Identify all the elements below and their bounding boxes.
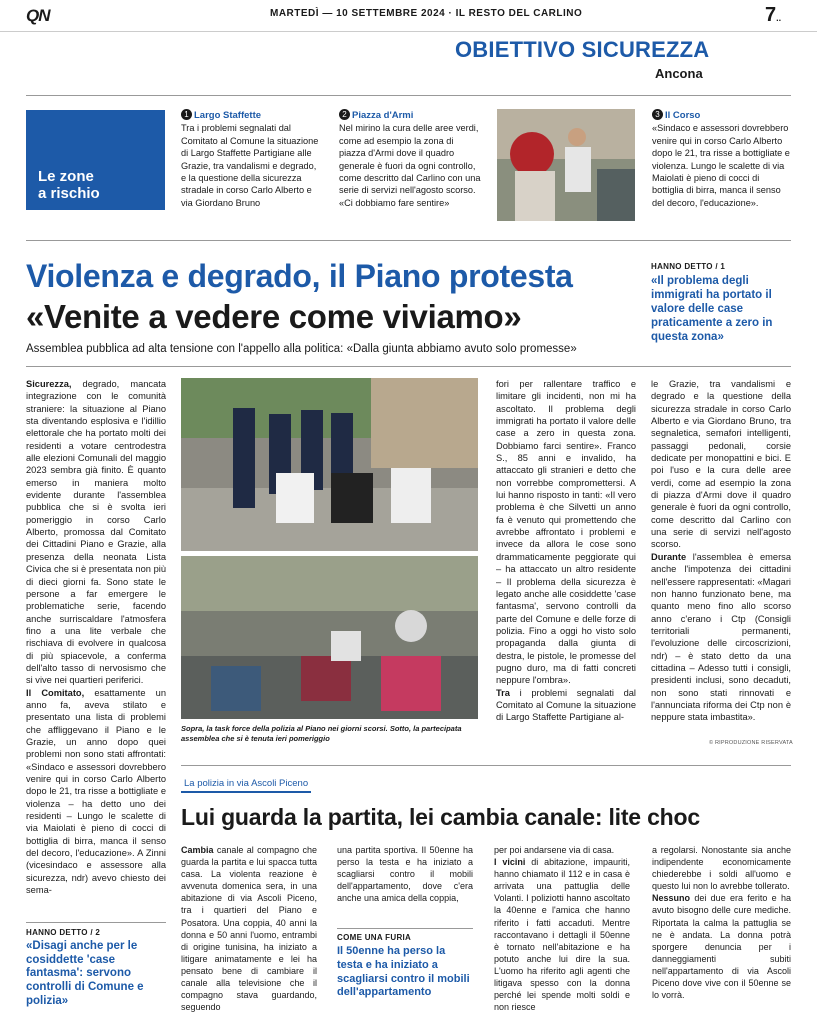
section-title: OBIETTIVO SICUREZZA — [455, 37, 710, 62]
furia-quote: Il 50enne ha perso la testa e ha iniziato a scagliarsi contro il mobili dell'appartamento — [337, 945, 470, 999]
lead-word: Sicurezza, — [26, 379, 72, 389]
article-column-1 — [26, 378, 166, 896]
zone-photo — [497, 109, 635, 221]
hanno-detto-1 — [651, 262, 791, 344]
divider — [26, 240, 791, 241]
lead-word: Cambia — [181, 845, 214, 855]
police-photo-image — [181, 378, 478, 551]
hanno-detto-tag: HANNO DETTO / 1 — [651, 262, 726, 271]
photo-caption: Sopra, la task force della polizia al Piano nei giorni scorsi. Sotto, la partecipata assemblea che si è tenuta ieri pomeriggio — [181, 724, 462, 743]
zone-photo-image — [497, 109, 635, 221]
divider — [26, 922, 166, 923]
article-column-3 — [496, 378, 636, 724]
copyright-note: © RIPRODUZIONE RISERVATA — [709, 740, 793, 746]
zones-box — [26, 110, 165, 210]
lead-word: Tra — [496, 687, 510, 698]
zones-box-label-2: a rischio — [38, 185, 100, 202]
zone-text: «Sindaco e assessori dovrebbero venire qui in corso Carlo Alberto dopo le 21, tra risse a bottigliate e violenza. Lungo le scalette di via Maiolati è pieno di cocci di bottiglia di birra, manca il senso del decoro, l'educazione». — [652, 123, 790, 208]
article2-column-3 — [494, 844, 630, 1013]
zones-box-label-1: Le zone — [38, 168, 94, 185]
article-column-4 — [651, 378, 791, 724]
article-text: di abitazione, impauriti, hanno chiamato il 112 e in casa è arrivata una pattuglia delle Volanti. I poliziotti hanno ascoltato la 40enne e l'amica che hanno riferito i fatti accaduti. Mentre raccontavano i dettagli il 50enne è tornato nell'abitazione e ha potuto anche lui dire la sua. L'uomo ha riferito agli agenti che litigava spesso con la donna perché lei spende molti soldi e non riesce — [494, 857, 630, 1013]
section-subtitle: Ancona — [655, 66, 703, 81]
zone-title: Largo Staffette — [194, 110, 262, 121]
hanno-detto-quote: «Disagi anche per le cosiddette 'case fantasma': servono controlli di Comune e polizia» — [26, 940, 144, 1007]
article2-column-1 — [181, 844, 317, 1013]
assembly-photo — [181, 556, 478, 719]
article-text: le Grazie, tra vandalismi e degrado e la questione della sicurezza stradale in corso Carlo Alberto e via Giordano Bruno, tra segnaletica, semafori intelligenti, passaggi pedonali, corsie dedicate per monopattini e bici. E poi l'uso e la cura delle aree verdi, come ad esempio la zona di piazza d'Armi dove il quadro generale è fuori da ogni controllo, come descritto dal Carlino con una serie di servizi nell'agosto scorso. — [651, 379, 791, 550]
zone-item-3 — [652, 109, 792, 209]
zone-title: Il Corso — [665, 110, 701, 121]
article-text: fori per rallentare traffico e limitare gli incidenti, non mi ha ascoltato. Il problema degli immigrati ha portato il valore delle case a zero in questa zona. Dobbiamo farci sentire». Franco S., 85 anni e invalido, ha attaccato gli stranieri e detto che non vorrebbe compromettersi. A lui hanno risposto in tanti: «Il vero problema è che Silvetti un anno fa è venuto qui promettendo che avrebbe affrontato i problemi e invece da allora le cose sono drammaticamente peggiorate qui – ha attaccato un altro residente – Il problema della sicurezza è legato anche alle cosiddette 'case fantasma', servono controlli da parte del Comune e delle forze di polizia. Fino a oggi ho visto solo propaganda dalla giunta di destra, le pistole, le promesse del pugno duro, ma di fatti concreti neppure l'ombra». — [496, 379, 636, 686]
divider — [26, 366, 791, 367]
furia-tag: COME UNA FURIA — [337, 933, 412, 942]
date-line: MARTEDÌ — 10 SETTEMBRE 2024 · IL RESTO DEL CARLINO — [270, 8, 583, 19]
divider — [26, 95, 791, 96]
police-photo — [181, 378, 478, 551]
article2-column-2 — [337, 844, 473, 904]
lead-word: I vicini — [494, 857, 526, 868]
lead-word: Il Comitato, — [26, 687, 85, 698]
lead-word: Nessuno — [652, 893, 691, 904]
article-text: a regolarsi. Nonostante sia anche indipendente economicamente chiederebbe i soldi all'uomo e questo lui non lo avrebbe tollerato. — [652, 845, 791, 892]
zone-number: 3 — [652, 109, 663, 120]
zone-number: 2 — [339, 109, 350, 120]
newspaper-logo: QN — [26, 6, 50, 25]
hanno-detto-quote: «Il problema degli immigrati ha portato il valore delle case praticamente a zero in questa zona» — [651, 275, 773, 343]
headline-line-1: Violenza e degrado, il Piano protesta — [26, 258, 573, 294]
divider — [181, 765, 791, 766]
article-text: dei due era ferito e ha avuto bisogno delle cure mediche. Riportata la calma la pattuglia se ne è andata. La donna potrà sporgere denuncia per i danneggiamenti subiti nell'appartamento di via Ascoli Piceno dove vive con il 50enne se lo vorrà. — [652, 893, 791, 1001]
headline-deck: Assemblea pubblica ad alta tensione con l'appello alla politica: «Dalla giunta abbiamo avuto solo promesse» — [26, 343, 577, 355]
zone-text: Nel mirino la cura delle aree verdi, come ad esempio la zona di piazza d'Armi dove il quadro generale è fuori da ogni controllo, come descritto dal Carlino con una serie di servizi nell'agosto scorso. «Ci dobbiamo fare sentire» — [339, 123, 481, 208]
come-una-furia — [337, 933, 473, 1000]
article-text: una partita sportiva. Il 50enne ha perso la testa e ha iniziato a scagliarsi contro il mobili dell'appartamento, dove c'era anche una amica della coppia, — [337, 845, 473, 904]
article-text: l'assemblea è emersa anche l'impotenza dei cittadini nell'essere rappresentati: «Magari non hanno funzionato bene, ma quanto meno fino allo scorso anno c'erano i Ctp (Consigli territoriali permanenti, l'evoluzione delle circoscrizioni, ndr) – è stato detto da una cittadina – Adesso tutti i consigli, presidenti inclusi, sono decaduti, non sono stati rinnovati e l'annunciata riforma dei Ctp non è neppure stata imbastita». — [651, 551, 791, 723]
article-text: i problemi segnalati dal Comitato al Comune la situazione di Largo Staffette Partigiane al- — [496, 687, 636, 723]
zone-item-1 — [181, 109, 321, 209]
article2-column-4 — [652, 844, 791, 1001]
zone-number: 1 — [181, 109, 192, 120]
article-text: per poi andarsene via di casa. — [494, 845, 615, 855]
divider — [337, 928, 473, 929]
zone-item-2 — [339, 109, 481, 209]
page-marker: .. — [776, 13, 782, 23]
hanno-detto-tag: HANNO DETTO / 2 — [26, 928, 101, 937]
page-number: 7.. — [765, 4, 782, 26]
article-kicker: La polizia in via Ascoli Piceno — [181, 776, 311, 793]
lead-word: Durante — [651, 551, 687, 562]
article-text: degrado, mancata integrazione con le comunità straniere: la situazione al Piano sta diventando esplosiva e l'idillio elettorale che ha portato molti dei residenti a votare centrodestra alle elezioni Comunali del maggio 2023 sembra già finito. È quanto emerso in maniera molto evidente durante l'assemblea pubblica che si è svolta ieri pomeriggio in corso Carlo Alberto, promossa dal Comitato dei Cittadini Piano e Grazie, alla presenza della neonata Lista Civica che si è presentata non più di dieci giorni fa. Sono state le persone a far emergere le problematiche serie, facendo anche surriscaldare l'atmosfera fino a una lite verbale che rischiava di evolvere in qualcosa di più spiacevole, a conferma dell'alto tasso di nervosismo che si vive nei quartieri periferici. — [26, 379, 166, 686]
article-text: esattamente un anno fa, aveva stilato e presentato una lista di problemi che affliggevano il Piano e le Grazie, un anno dopo quei problemi non sono stati affrontati: «Sindaco e assessori dovrebbero venire qui in corso Carlo Alberto dopo le 21, tra risse a bottigliate e violenza – ha detto uno dei residenti – Lungo le scalette di via Maiolati è pieno di cocci di bottiglia di birra, manca il senso del decoro, l'educazione». A Zinni (vicesindaco e assessore alla sicurezza, ndr) avevo chiesto dei sema- — [26, 687, 166, 896]
zone-text: Tra i problemi segnalati dal Comitato al Comune la situazione di Largo Staffette Partigiane alle Grazie, tra vandalismi e degrado, e la questione della sicurezza stradale in corso Carlo Alberto e via Giordano Bruno — [181, 123, 319, 208]
zone-title: Piazza d'Armi — [352, 110, 414, 121]
headline-line-2: «Venite a vedere come viviamo» — [26, 298, 522, 335]
assembly-photo-image — [181, 556, 478, 719]
article-text: canale al compagno che guarda la partita e lui spacca tutta casa. La violenta reazione è avvenuta domenica sera, in una abitazione di via Ascoli Piceno, tra i quartieri del Piano e Posatora. Una coppia, 40 anni la donna e 50 anni l'uomo, entrambi di origine tunisina, ha iniziato a litigare animatamente e lei ha pensato bene di cambiare il canale alla televisione che il compagno stava guardando, seguendo — [181, 845, 317, 1013]
hanno-detto-2 — [26, 928, 171, 1009]
article-headline: Lui guarda la partita, lei cambia canale: lite choc — [181, 804, 700, 830]
